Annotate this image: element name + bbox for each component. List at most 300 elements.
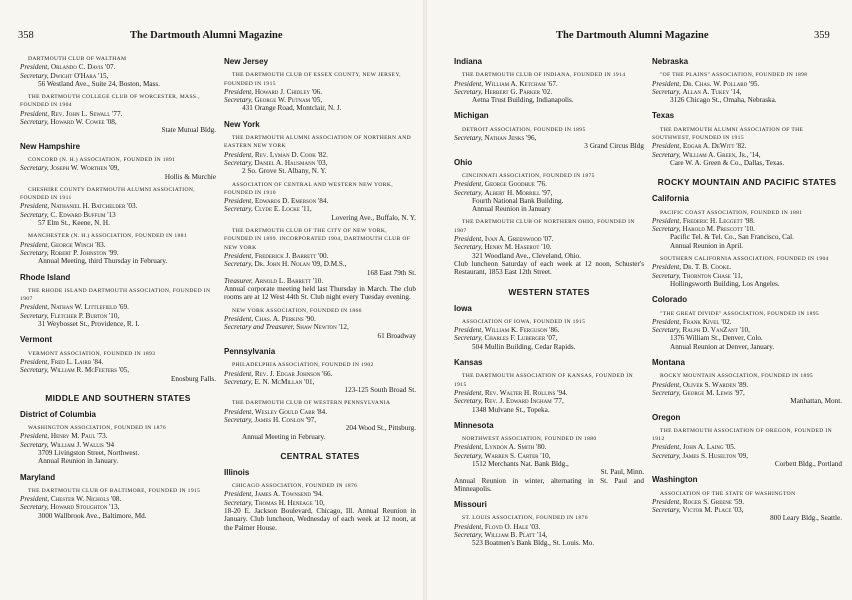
officer-name: Chas. A. Perkins '90. <box>254 315 316 324</box>
address-line: 3709 Livingston Street, Northwest. <box>38 448 140 457</box>
address-line: 168 East 79th St. <box>366 268 416 277</box>
officer-role: President, <box>652 216 682 225</box>
club-heading: SOUTHERN CALIFORNIA ASSOCIATION, FOUNDED IN 1904 <box>660 256 829 263</box>
officer-name: Arnold L. Barrett '10. <box>254 276 324 285</box>
officer-name: Rev. John L. Sewall '77. <box>50 109 123 118</box>
state-heading: District of Columbia <box>20 409 97 419</box>
state-heading: Ohio <box>454 157 473 167</box>
officer-line <box>20 164 216 172</box>
officer-name: Thomas H. Heneage '10, <box>254 498 325 507</box>
state-heading: Minnesota <box>454 420 494 430</box>
address-line: 31 Weybosset St., Providence, R. I. <box>38 320 140 329</box>
club-heading: THE RHODE ISLAND DARTMOUTH ASSOCIATION, FOUNDED IN 1907 <box>20 287 211 303</box>
officer-role: Secretary, <box>454 188 483 197</box>
officer-name: Charles F. Luberger '07, <box>484 334 558 343</box>
address-line: Hollis & Murchie <box>164 172 216 181</box>
club-heading: THE DARTMOUTH ASSOCIATION OF OREGON, FOUNDED IN 1912 <box>652 427 832 443</box>
officer-role: Secretary, <box>20 210 49 219</box>
officer-line <box>454 88 644 96</box>
officer-line <box>224 205 416 213</box>
club-heading: THE DARTMOUTH CLUB OF NORTHERN OHIO, FOUNDED IN 1907 <box>454 219 635 234</box>
note-paragraph: Annual Reunion in winter, alternating in St. Paul and Minneapolis. <box>454 476 644 493</box>
officer-role: Secretary, <box>652 150 681 159</box>
address-line: Pacific Tel. & Tel. Co., San Francisco, Cal. <box>670 233 794 242</box>
right-page <box>426 0 852 600</box>
officer-role: President, <box>224 87 254 96</box>
officer-name: Robert P. Johnston '99. <box>50 248 119 257</box>
officer-line <box>224 378 416 386</box>
officer-name: Dr. Chas. W. Pollard '95. <box>682 79 760 88</box>
officer-name: Howard W. Cowee '08, <box>50 118 117 127</box>
officer-line <box>224 197 416 205</box>
address-line: 2 So. Grove St. Albany, N. Y. <box>242 167 327 176</box>
officer-line <box>20 441 216 449</box>
address-line: 800 Leary Bldg., Seattle. <box>770 514 842 523</box>
officer-line <box>20 366 216 374</box>
officer-name: Floyd O. Hale '03. <box>484 522 541 531</box>
officer-role: President, <box>652 79 682 88</box>
officer-line <box>652 88 842 96</box>
officer-name: Oliver S. Warden '89. <box>682 380 749 389</box>
club-heading: CONCORD (N. H.) ASSOCIATION, FOUNDED IN 1891 <box>28 156 176 163</box>
officer-role: Secretary, <box>454 451 483 460</box>
officer-line <box>224 151 416 159</box>
officer-name: William B. Platt '14, <box>484 531 548 540</box>
club-heading: VERMONT ASSOCIATION, FOUNDED IN 1893 <box>28 350 156 357</box>
officer-role: Secretary, <box>224 377 253 386</box>
left-page-column-1 <box>20 50 216 520</box>
club-heading: CHESHIRE COUNTY DARTMOUTH ALUMNI ASSOCIATION, FOUNDED IN 1911 <box>20 186 196 202</box>
officer-role: Treasurer, <box>224 276 253 285</box>
officer-name: Clyde E. Locke '11, <box>254 205 312 214</box>
officer-name: Rev. J. Edward Ingham '77, <box>484 397 564 406</box>
officer-line <box>454 180 644 188</box>
officer-role: President, <box>454 235 484 244</box>
officer-name: Howard Stoughton '13, <box>50 503 120 512</box>
club-heading: ASSOCIATION OF THE STATE OF WASHINGTON <box>660 490 796 497</box>
officer-line <box>454 389 644 397</box>
officer-role: Secretary, <box>224 498 253 507</box>
address-line: Aetna Trust Building, Indianapolis. <box>472 96 574 105</box>
officer-line <box>20 63 216 71</box>
officer-name: George W. Putnam '05, <box>254 96 323 105</box>
address-line: Enosburg Falls. <box>171 374 216 383</box>
officer-line <box>454 235 644 243</box>
officer-role: President, <box>20 495 50 504</box>
officer-name: Fletcher P. Burton '10, <box>50 311 120 320</box>
officer-line <box>20 358 216 366</box>
address-line: 61 Broadway <box>377 331 416 340</box>
officer-line <box>454 397 644 405</box>
address-line: Care W. A. Green & Co., Dallas, Texas. <box>670 158 785 167</box>
officer-role: Secretary, <box>652 271 681 280</box>
officer-role: Secretary, <box>20 71 49 80</box>
address-line: Hollingsworth Building, Los Angeles. <box>670 279 780 288</box>
officer-line <box>652 498 842 506</box>
address-line: 1512 Merchants Nat. Bank Bldg., <box>472 459 569 468</box>
right-page-column-1 <box>454 50 644 548</box>
officer-line <box>224 277 416 285</box>
officer-line <box>20 202 216 210</box>
club-heading: NORTHWEST ASSOCIATION, FOUNDED IN 1880 <box>462 436 597 443</box>
club-heading: PHILADELPHIA ASSOCIATION, FOUNDED IN 1902 <box>232 362 374 369</box>
club-heading: DARTMOUTH CLUB OF WALTHAM <box>28 56 127 62</box>
officer-name: E. N. McMillan '01, <box>254 377 315 386</box>
address-line: 204 Wood St., Pittsburg. <box>345 424 416 433</box>
officer-role: Secretary, <box>20 248 49 257</box>
club-heading: THE DARTMOUTH CLUB OF INDIANA, FOUNDED IN 1914 <box>462 72 626 79</box>
state-heading: New York <box>224 119 260 129</box>
officer-line <box>652 80 842 88</box>
officer-role: President, <box>454 522 484 531</box>
state-heading: Colorado <box>652 295 688 305</box>
club-heading: CINCINNATI ASSOCIATION, FOUNDED IN 1875 <box>462 172 595 179</box>
officer-name: Thornton Chase '11, <box>682 271 743 280</box>
club-heading: ST. LOUIS ASSOCIATION, FOUNDED IN 1876 <box>462 515 588 522</box>
officer-line <box>224 88 416 96</box>
officer-role: President, <box>652 142 682 151</box>
officer-role: President, <box>652 317 682 326</box>
club-heading: THE DARTMOUTH COLLEGE CLUB OF WORCESTER, MASS., FOUNDED IN 1904 <box>20 94 200 109</box>
officer-line <box>652 225 842 233</box>
address-line: Annual Meeting in February. <box>242 432 326 441</box>
officer-role: President, <box>454 443 484 452</box>
officer-name: Roger S. Greene '59. <box>682 497 745 506</box>
club-heading: THE DARTMOUTH CLUB OF BALTIMORE, FOUNDED IN 1915 <box>28 487 201 494</box>
officer-role: Secretary, <box>652 326 681 335</box>
officer-line <box>20 312 216 320</box>
address-line: Annual Reunion in April. <box>670 241 744 250</box>
officer-role: Secretary, <box>224 260 253 269</box>
officer-role: President, <box>20 63 50 72</box>
officer-line <box>454 134 644 142</box>
officer-line <box>652 272 842 280</box>
address-line: 3126 Chicago St., Omaha, Nebraska. <box>670 96 777 105</box>
officer-name: Herbert G. Parker '02. <box>484 87 553 96</box>
officer-line <box>20 249 216 257</box>
officer-line <box>224 490 416 498</box>
officer-line <box>652 142 842 150</box>
state-heading: Maryland <box>20 472 56 482</box>
officer-role: Secretary, <box>454 87 483 96</box>
officer-name: Wesley Gould Carr '84. <box>254 407 328 416</box>
officer-role: President, <box>652 263 682 272</box>
state-heading: California <box>652 194 689 204</box>
officer-line <box>20 110 216 118</box>
club-heading: NEW YORK ASSOCIATION, FOUNDED IN 1866 <box>232 307 362 314</box>
officer-line <box>454 531 644 539</box>
officer-name: Albert H. Morrill '97, <box>484 188 553 197</box>
officer-line <box>454 452 644 460</box>
officer-role: Secretary, <box>652 87 681 96</box>
officer-role: President, <box>454 79 484 88</box>
address-line: 1348 Mulvane St., Topeka. <box>472 405 550 414</box>
officer-name: Edwards D. Emerson '84. <box>254 197 329 206</box>
officer-role: President, <box>224 150 254 159</box>
officer-name: William K. Ferguson '86. <box>484 326 560 335</box>
state-heading: Indiana <box>454 57 483 66</box>
officer-role: Secretary, <box>652 506 681 515</box>
officer-line <box>652 318 842 326</box>
state-heading: Iowa <box>454 303 472 313</box>
officer-role: President, <box>652 380 682 389</box>
officer-role: President, <box>224 315 254 324</box>
officer-name: Dr. T. B. Cooke. <box>682 263 732 272</box>
left-page-header: The Dartmouth Alumni Magazine <box>130 30 283 41</box>
club-heading: PACIFIC COAST ASSOCIATION, FOUNDED IN 1881 <box>660 209 803 216</box>
officer-role: President, <box>20 109 50 118</box>
club-heading: THE DARTMOUTH CLUB OF ESSEX COUNTY, NEW JERSEY, FOUNDED IN 1915 <box>224 72 401 87</box>
note-paragraph: Club luncheon Saturday of each week at 12 noon, Schuster's Restaurant, 1853 East 12th Street. <box>454 259 644 277</box>
address-line: 1376 William St., Denver, Colo. <box>670 334 763 343</box>
club-heading: THE DARTMOUTH ALUMNI ASSOCIATION OF NORTHERN AND EASTERN NEW YORK <box>224 135 411 150</box>
left-page-number: 358 <box>18 30 34 41</box>
officer-name: Joseph W. Worthen '09, <box>50 164 120 173</box>
officer-name: Nathan W. Littlefield '69. <box>50 303 129 312</box>
officer-name: William A. Green, Jr., '14, <box>682 150 761 159</box>
region-heading: MIDDLE AND SOUTHERN STATES <box>45 392 191 403</box>
region-heading: WESTERN STATES <box>508 286 590 297</box>
state-heading: Montana <box>652 358 685 368</box>
officer-line <box>20 303 216 311</box>
officer-role: Secretary, <box>224 158 253 167</box>
officer-role: Secretary, <box>224 415 253 424</box>
officer-role: Secretary, <box>20 366 49 375</box>
state-heading: Nebraska <box>652 57 689 66</box>
officer-line <box>454 80 644 88</box>
officer-line <box>224 252 416 260</box>
club-heading: THE DARTMOUTH CLUB OF THE CITY OF NEW YORK, FOUNDED IN 1899. INCORPORATED 1904, DARTMOUTH CLUB OF NEW YORK <box>224 228 411 251</box>
officer-role: President, <box>20 240 50 249</box>
officer-role: Secretary, <box>20 311 49 320</box>
officer-name: Allan A. Tukey '14, <box>682 87 742 96</box>
address-line: Annual Reunion at Denver, January. <box>670 342 775 351</box>
state-heading: Texas <box>652 111 675 121</box>
club-heading: CHICAGO ASSOCIATION, FOUNDED IN 1876 <box>232 483 358 490</box>
officer-name: William J. Wallis '94 <box>50 440 115 449</box>
officer-role: Secretary, <box>224 96 253 105</box>
officer-line <box>652 326 842 334</box>
officer-line <box>224 159 416 167</box>
officer-line <box>652 263 842 271</box>
officer-name: Lyndon A. Smith '80. <box>484 443 547 452</box>
address-line: 123-125 South Broad St. <box>344 386 416 395</box>
officer-line <box>20 432 216 440</box>
officer-name: Fred L. Laird '84. <box>50 357 104 366</box>
state-heading: Vermont <box>20 335 53 345</box>
address-line: 57 Elm St., Keene, N. H. <box>38 219 110 228</box>
state-heading: Illinois <box>224 467 250 477</box>
officer-name: Rev. Walter H. Rollins '94. <box>484 388 568 397</box>
officer-role: Secretary, <box>20 440 49 449</box>
officer-role: Secretary, <box>652 388 681 397</box>
officer-name: Henry M. Haserot '10. <box>484 243 552 252</box>
officer-role: President, <box>652 443 682 452</box>
officer-name: James S. Huselton '09, <box>682 451 749 460</box>
officer-name: William R. McFeeters '05, <box>50 366 130 375</box>
officer-name: Rev. J. Edgar Johnson '66. <box>254 369 333 378</box>
officer-role: Secretary, <box>454 531 483 540</box>
note-paragraph: Annual corporate meeting held last Thursday in March. The club rooms are at 12 West 44th St. Club night every Tuesday evening. <box>224 285 416 302</box>
officer-name: Shaw Newton '12, <box>296 323 349 332</box>
address-line: State Mutual Bldg. <box>161 126 216 135</box>
officer-role: President, <box>224 490 254 499</box>
officer-line <box>652 217 842 225</box>
officer-role: Secretary, <box>224 205 253 214</box>
officer-line <box>652 506 842 514</box>
officer-line <box>20 72 216 80</box>
officer-role: President, <box>224 369 254 378</box>
officer-line <box>224 260 416 268</box>
officer-name: John A. Laing '05. <box>682 443 736 452</box>
club-heading: DETROIT ASSOCIATION, FOUNDED IN 1895 <box>462 126 586 133</box>
address-line: Corbett Bldg., Portland <box>774 459 842 468</box>
officer-role: Secretary, <box>454 397 483 406</box>
officer-role: Secretary and Treasurer, <box>224 323 295 332</box>
officer-line <box>224 323 416 331</box>
club-heading: "OF THE PLAINS" ASSOCIATION, FOUNDED IN 1898 <box>660 72 808 79</box>
club-heading: THE DARTMOUTH ALUMNI ASSOCIATION OF THE SOUTHWEST, FOUNDED IN 1915 <box>652 126 804 142</box>
officer-line <box>224 408 416 416</box>
officer-name: Frank Kivel '02. <box>682 317 732 326</box>
officer-name: Frederick J. Barrett '00. <box>254 251 329 260</box>
right-page-header: The Dartmouth Alumni Magazine <box>556 30 709 41</box>
officer-line <box>454 523 644 531</box>
officer-line <box>20 495 216 503</box>
right-page-number: 359 <box>814 30 830 41</box>
club-heading: "THE GREAT DIVIDE" ASSOCIATION, FOUNDED IN 1895 <box>660 310 820 317</box>
left-page-column-2 <box>224 50 416 532</box>
state-heading: Oregon <box>652 412 681 422</box>
club-heading: THE DARTMOUTH ASSOCIATION OF KANSAS, FOUNDED IN 1915 <box>454 373 634 388</box>
address-line: 504 Mullin Building, Cedar Rapids. <box>472 342 576 351</box>
officer-role: President, <box>20 432 50 441</box>
address-line: 3000 Wallbrook Ave., Baltimore, Md. <box>38 511 147 520</box>
address-line: 56 Westland Ave., Suite 24, Boston, Mass. <box>38 79 160 88</box>
officer-name: Dwight O'Hara '15, <box>50 71 109 80</box>
officer-name: Harold M. Prescott '10. <box>682 225 755 234</box>
officer-name: Victor M. Place '03, <box>682 506 744 515</box>
address-line: Annual Reunion in January. <box>38 457 119 466</box>
address-line: Annual Reunion in January <box>472 205 551 214</box>
officer-name: Ivan A. Greenwood '07. <box>484 235 554 244</box>
state-heading: Rhode Island <box>20 272 71 282</box>
officer-line <box>224 499 416 507</box>
officer-name: Dr. John H. Nolan '09, D.M.S., <box>254 260 347 269</box>
officer-line <box>224 315 416 323</box>
club-heading: MANCHESTER (N. H.) ASSOCIATION, FOUNDED IN 1881 <box>28 233 187 240</box>
officer-role: Secretary, <box>20 164 49 173</box>
address-line: 321 Woodland Ave., Cleveland, Ohio. <box>472 251 581 260</box>
officer-name: Nathan Jenks '96, <box>484 134 537 143</box>
address-line: Annual Meeting, third Thursday in February. <box>38 257 168 266</box>
officer-name: Nathaniel H. Batchelder '03. <box>50 202 138 211</box>
officer-name: Edgar A. DeWitt '82. <box>682 142 747 151</box>
officer-role: Secretary, <box>20 503 49 512</box>
officer-role: President, <box>224 251 254 260</box>
officer-role: Secretary, <box>454 243 483 252</box>
officer-line <box>652 443 842 451</box>
officer-line <box>224 96 416 104</box>
officer-role: Secretary, <box>652 451 681 460</box>
officer-line <box>652 389 842 397</box>
officer-role: President, <box>652 497 682 506</box>
officer-line <box>652 452 842 460</box>
officer-line <box>652 381 842 389</box>
officer-role: Secretary, <box>454 334 483 343</box>
officer-role: Secretary, <box>454 134 483 143</box>
officer-name: Frederic H. Leggett '98. <box>682 216 755 225</box>
officer-line <box>224 370 416 378</box>
officer-line <box>454 243 644 251</box>
state-heading: New Jersey <box>224 57 269 66</box>
address-line: 431 Orange Road, Montclair, N. J. <box>242 104 342 113</box>
officer-role: President, <box>20 303 50 312</box>
officer-role: Secretary, <box>652 225 681 234</box>
club-heading: ASSOCIATION OF IOWA, FOUNDED IN 1915 <box>462 318 586 325</box>
officer-line <box>652 151 842 159</box>
address-line: St. Paul, Minn. <box>600 468 644 477</box>
officer-line <box>20 211 216 219</box>
officer-name: Warren S. Carter '10, <box>484 451 551 460</box>
officer-name: George M. Lewis '97, <box>682 388 745 397</box>
state-heading: Washington <box>652 475 698 485</box>
officer-role: Secretary, <box>20 118 49 127</box>
address-line: Manhattan, Mont. <box>790 397 842 406</box>
officer-name: George Winch '83. <box>50 240 106 249</box>
state-heading: Pennsylvania <box>224 346 276 356</box>
officer-name: James H. Conlon '97, <box>254 415 317 424</box>
note-paragraph: 18-20 E. Jackson Boulevard, Chicago, Ill. Annual Reunion in January. Club luncheon, Wednesday of each week at 12 noon, at the Palmer House. <box>224 507 416 532</box>
officer-name: Henry M. Paul '73. <box>50 432 108 441</box>
officer-line <box>454 189 644 197</box>
state-heading: Kansas <box>454 358 483 368</box>
officer-role: President, <box>454 326 484 335</box>
officer-line <box>20 118 216 126</box>
officer-role: President, <box>20 202 50 211</box>
officer-name: Chester W. Nichols '08. <box>50 495 122 504</box>
left-page <box>0 0 424 600</box>
officer-role: President, <box>20 357 50 366</box>
officer-line <box>454 326 644 334</box>
officer-role: President, <box>454 180 484 189</box>
address-line: 3 Grand Circus Bldg <box>584 142 644 151</box>
officer-name: William A. Ketcham '67. <box>484 79 558 88</box>
officer-role: President, <box>224 197 254 206</box>
officer-line <box>20 241 216 249</box>
address-line: 523 Boatmen's Bank Bldg., St. Louis. Mo. <box>472 539 595 548</box>
officer-name: Orlando C. Davis '07. <box>50 63 116 72</box>
officer-name: Ralph D. VanZant '10, <box>682 326 750 335</box>
officer-name: C. Edward Buffum '13 <box>50 210 116 219</box>
club-heading: THE DARTMOUTH CLUB OF WESTERN PENNSYLVANIA <box>232 400 391 407</box>
club-heading: ROCKY MOUNTAIN ASSOCIATION, FOUNDED IN 1895 <box>660 373 813 380</box>
region-heading: CENTRAL STATES <box>280 450 360 461</box>
officer-name: Rev. Lyman D. Cook '82. <box>254 150 328 159</box>
officer-name: George Goodhue '76. <box>484 180 547 189</box>
club-heading: ASSOCIATION OF CENTRAL AND WESTERN NEW YORK, FOUNDED IN 1910 <box>224 181 393 196</box>
officer-line <box>20 503 216 511</box>
officer-name: Howard J. Chidley '06. <box>254 87 323 96</box>
club-heading: WASHINGTON ASSOCIATION, FOUNDED IN 1876 <box>28 425 167 432</box>
officer-line <box>454 334 644 342</box>
state-heading: New Hampshire <box>20 141 81 151</box>
officer-role: President, <box>224 407 254 416</box>
address-line: Lovering Ave., Buffalo, N. Y. <box>331 213 416 222</box>
officer-role: President, <box>454 388 484 397</box>
region-heading: ROCKY MOUNTAIN AND PACIFIC STATES <box>657 177 837 188</box>
officer-line <box>224 416 416 424</box>
